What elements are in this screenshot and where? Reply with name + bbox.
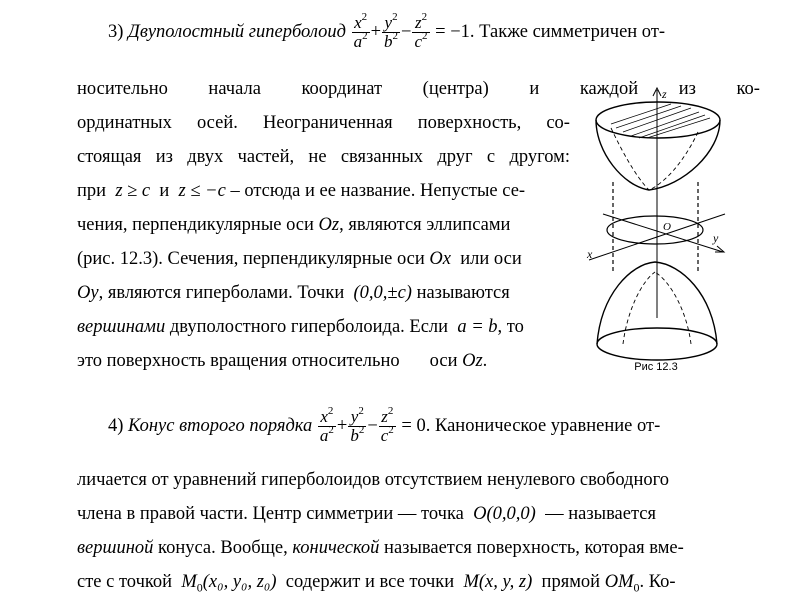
- frac-y2-b2: $\frac{y^2}{b^2}$: [384, 10, 399, 51]
- item3-number: 3): [108, 21, 124, 42]
- item3-title: Двуполостный гиперболоид: [128, 21, 346, 42]
- axis-x-label: x: [587, 247, 593, 261]
- origin-label: O: [663, 221, 671, 233]
- item3-line9: это поверхность вращения относительно оси Oz.: [77, 351, 488, 371]
- item3-equation-rhs: = −1: [435, 21, 470, 42]
- item3-line6: (рис. 12.3). Сечения, перпендикулярные оси Ox или оси: [77, 249, 522, 269]
- item3-line1: носительно начала координат (центра) и каждой из ко-: [77, 79, 760, 99]
- axis-y-label: y: [713, 231, 719, 245]
- item4-line4: сте с точкой $M_0(x_0$, y₀, z₀) содержит и все точки M(x, y, z) прямой $OM_0$. Ко-: [77, 572, 676, 595]
- lower-rim-ellipse: [597, 328, 717, 360]
- item4-line1: личается от уравнений гиперболоидов отсутствием ненулевого свободного: [77, 470, 669, 490]
- frac-z2-c2: $\frac{z^2}{c^2}$: [414, 10, 428, 51]
- axis-z-label: z: [662, 87, 667, 101]
- item3-line7: Oy, являются гиперболами. Точки (0,0,±c) называются: [77, 283, 510, 303]
- item3-line3: стоящая из двух частей, не связанных друг с другом:: [77, 147, 570, 167]
- item3-line4: при z ≥ c и z ≤ −c – отсюда и ее название. Непустые се-: [77, 181, 526, 201]
- item3-tail: . Также симметричен от-: [469, 21, 666, 42]
- item4-line2: члена в правой части. Центр симметрии — точка O(0,0,0) — называется: [77, 504, 657, 524]
- frac4-z2-c2: $\frac{z^2}{c^2}$: [380, 404, 394, 445]
- figure-caption: Рис 12.3: [634, 361, 678, 373]
- item4-equation-rhs: = 0: [401, 415, 426, 436]
- item4-number: 4): [108, 415, 124, 436]
- frac4-x2-a2: $\frac{x^2}{a^2}$: [319, 404, 334, 445]
- item3-heading: 3) Двуполостный гиперболоид $\frac{x^2}{a^2}$ + $\frac{y^2}{b^2}$ − $\frac{z^2}{c^2}$ = −1 . Также симметричен от-: [108, 10, 666, 51]
- frac4-y2-b2: $\frac{y^2}{b^2}$: [350, 404, 365, 445]
- item4-tail: . Каноническое уравнение от-: [425, 415, 661, 436]
- item4-heading: 4) Конус второго порядка $\frac{x^2}{a^2}$ + $\frac{y^2}{b^2}$ − $\frac{z^2}{c^2}$ = 0 . Каноническое уравнение от-: [108, 404, 661, 445]
- figure-hyperboloid-two-sheets: [583, 82, 729, 378]
- upper-bowl-outline: [596, 120, 720, 190]
- item3-line5: чения, перпендикулярные оси Oz, являются эллипсами: [77, 215, 511, 235]
- item4-title: Конус второго порядка: [128, 415, 313, 436]
- frac-x2-a2: $\frac{x^2}{a^2}$: [353, 10, 368, 51]
- item3-line2: ординатных осей. Неограниченная поверхность, со-: [77, 113, 570, 133]
- y-axis-line: [603, 214, 723, 252]
- item4-line3: вершиной конуса. Вообще, конической называется поверхность, которая вме-: [77, 538, 684, 558]
- item3-line8: вершинами двуполостного гиперболоида. Если a = b, то: [77, 317, 524, 337]
